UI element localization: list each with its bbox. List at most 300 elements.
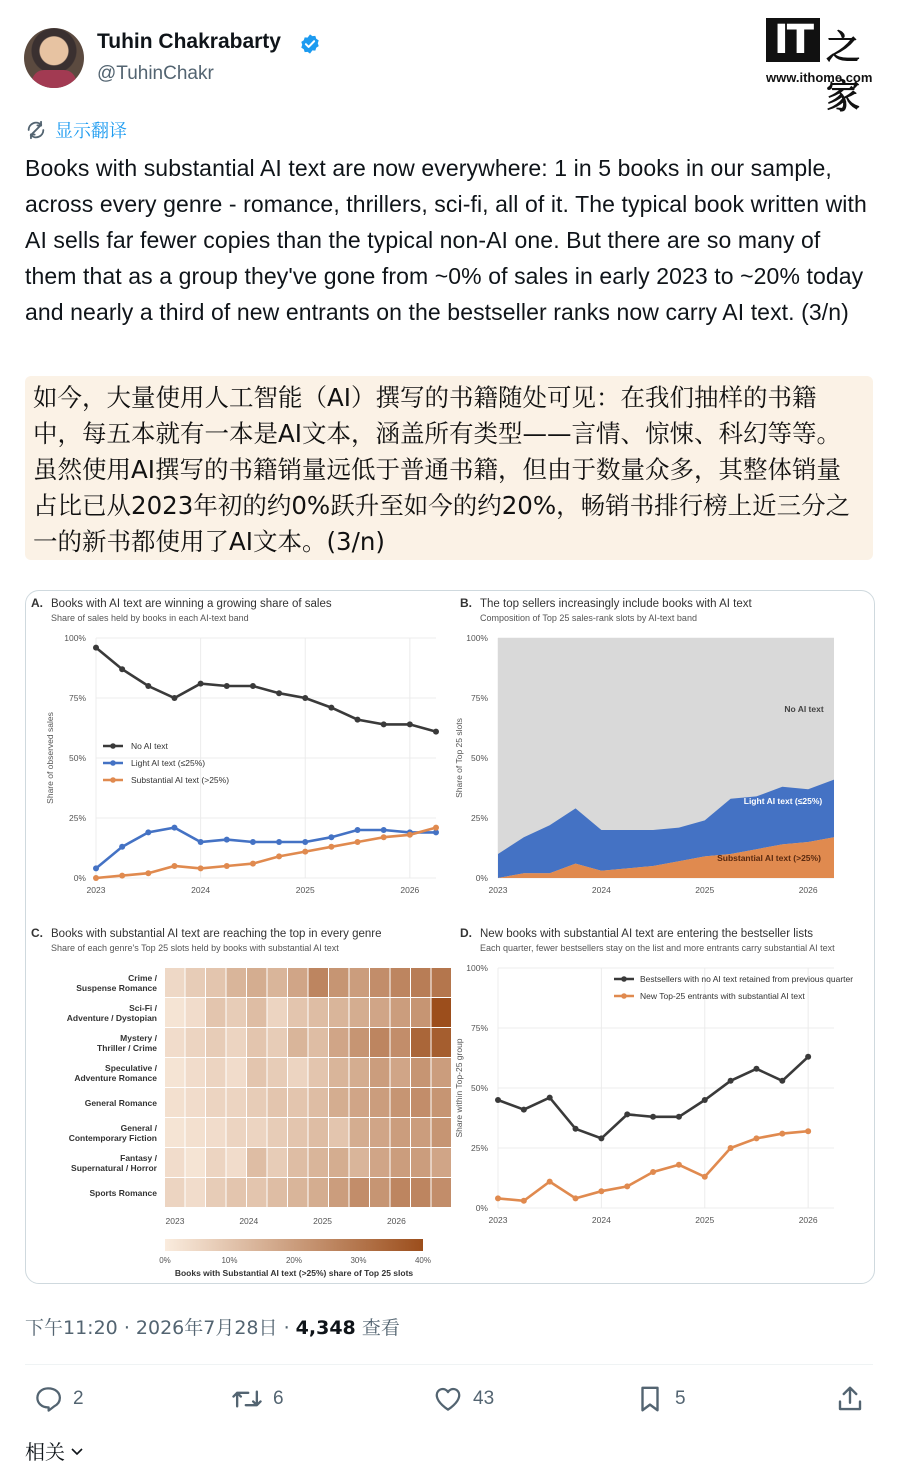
heatmap-cell (411, 1178, 431, 1207)
heatmap-cell (432, 1148, 452, 1177)
y-tick-label: 75% (68, 693, 86, 703)
heatmap-cell (370, 1178, 390, 1207)
data-point (198, 865, 204, 871)
heatmap-cell (186, 1118, 206, 1147)
x-tick-label: 2026 (798, 885, 818, 895)
y-tick-label: 75% (470, 1023, 488, 1033)
tweet-date[interactable]: 2026年7月28日 (135, 1317, 278, 1339)
meta-separator: · (123, 1317, 130, 1339)
legend-marker (621, 976, 627, 982)
heatmap-row-label: Sci-Fi / (129, 1003, 157, 1013)
data-point (198, 681, 204, 687)
data-point (728, 1078, 734, 1084)
data-point (495, 1097, 501, 1103)
data-point (381, 721, 387, 727)
heatmap-row-label: Suspense Romance (76, 983, 157, 993)
data-point (171, 863, 177, 869)
data-point (302, 695, 308, 701)
heatmap-cell (370, 1058, 390, 1087)
heatmap-cell (329, 1028, 349, 1057)
x-tick-label: 2023 (488, 1215, 508, 1225)
heatmap-cell (432, 1058, 452, 1087)
heatmap-cell (411, 1088, 431, 1117)
data-point (328, 834, 334, 840)
heatmap-cell (329, 1058, 349, 1087)
x-tick-label: 2024 (191, 885, 211, 895)
like-button[interactable] (433, 1384, 494, 1414)
colorbar (165, 1239, 423, 1251)
data-point (650, 1169, 656, 1175)
y-tick-label: 100% (64, 633, 86, 643)
heatmap-cell (165, 968, 185, 997)
legend-marker (110, 777, 116, 783)
heatmap-row-label: Mystery / (120, 1033, 157, 1043)
panel-title: New books with substantial AI text are entering the bestseller lists (480, 928, 814, 940)
y-tick-label: 75% (470, 693, 488, 703)
heatmap-cell (247, 1058, 267, 1087)
heatmap-cell (370, 1118, 390, 1147)
heatmap-cell (370, 1088, 390, 1117)
retweet-icon (231, 1384, 263, 1414)
data-point (355, 717, 361, 723)
area-label: Substantial AI text (>25%) (717, 853, 821, 863)
heatmap-cell (432, 1118, 452, 1147)
heatmap-cell (329, 1118, 349, 1147)
area-label: Light AI text (≤25%) (743, 796, 823, 806)
heatmap-cell (165, 1058, 185, 1087)
avatar-shirt (32, 70, 76, 88)
retweet-button[interactable] (231, 1384, 284, 1414)
heatmap-cell (309, 1178, 329, 1207)
heatmap-cell (206, 1148, 226, 1177)
divider (25, 1364, 873, 1365)
heatmap-row-label: Contemporary Fiction (68, 1133, 157, 1143)
x-tick-label: 2023 (488, 885, 508, 895)
legend-label: Substantial AI text (>25%) (131, 775, 230, 785)
heatmap-row-label: General Romance (84, 1098, 157, 1108)
x-tick-label: 2023 (86, 885, 106, 895)
retweet-count: 6 (273, 1388, 284, 1409)
heatmap-cell (432, 1178, 452, 1207)
ithome-logo: IT (766, 18, 820, 62)
data-point (224, 683, 230, 689)
data-point (573, 1195, 579, 1201)
panel-subtitle: Share of each genre's Top 25 slots held by books with substantial AI text (51, 943, 339, 953)
data-point (805, 1128, 811, 1134)
data-point (93, 865, 99, 871)
heatmap-cell (329, 998, 349, 1027)
heatmap-cell (165, 998, 185, 1027)
heatmap-cell (206, 1028, 226, 1057)
heatmap-cell (391, 1058, 411, 1087)
heatmap-cell (432, 968, 452, 997)
heatmap-cell (247, 1148, 267, 1177)
data-point (573, 1126, 579, 1132)
data-point (381, 827, 387, 833)
translation-text: 如今，大量使用人工智能（AI）撰写的书籍随处可见：在我们抽样的书籍中，每五本就有一本是AI文本，涵盖所有类型——言情、惊悚、科幻等等。虽然使用AI撰写的书籍销量远低于普通书籍，但由于数量众多，其整体销量占比已从2023年初的约0%跃升至如今的约20%，畅销书排行榜上近三分之一的新书都使用了AI文本。(3/n) (33, 383, 851, 556)
panel-letter: A. (31, 596, 43, 610)
data-point (302, 839, 308, 845)
y-tick-label: 50% (470, 753, 488, 763)
heatmap-cell (391, 1088, 411, 1117)
heatmap-cell (227, 968, 247, 997)
data-point (119, 873, 125, 879)
x-tick-label: 2026 (400, 885, 420, 895)
heatmap-row-label: Supernatural / Horror (71, 1163, 157, 1173)
heatmap-cell (268, 1118, 288, 1147)
data-point (119, 844, 125, 850)
y-tick-label: 100% (466, 963, 488, 973)
heatmap-cell (227, 1028, 247, 1057)
data-point (171, 825, 177, 831)
heatmap-cell (411, 1148, 431, 1177)
heatmap-cell (247, 1088, 267, 1117)
heatmap-cell (227, 1148, 247, 1177)
heatmap-cell (165, 1178, 185, 1207)
heatmap-cell (206, 1118, 226, 1147)
data-point (547, 1179, 553, 1185)
data-point (250, 683, 256, 689)
heatmap-cell (391, 1178, 411, 1207)
ithome-url: www.ithome.com (766, 70, 873, 85)
data-point (355, 839, 361, 845)
heatmap-cell (350, 1148, 370, 1177)
like-count: 43 (473, 1388, 495, 1409)
panel-title: Books with AI text are winning a growing share of sales (51, 598, 332, 610)
heatmap-cell (411, 968, 431, 997)
heatmap-cell (350, 1088, 370, 1117)
panel-letter: B. (460, 596, 472, 610)
chart-figure (26, 591, 874, 1283)
heatmap-cell (391, 968, 411, 997)
avatar[interactable] (24, 28, 84, 88)
data-point (521, 1107, 527, 1113)
data-point (433, 825, 439, 831)
heatmap-cell (288, 968, 308, 997)
x-tick-label: 2025 (295, 885, 315, 895)
y-tick-label: 0% (475, 1203, 488, 1213)
data-point (547, 1095, 553, 1101)
heatmap-cell (186, 1088, 206, 1117)
data-point (521, 1198, 527, 1204)
heatmap-cell (309, 1118, 329, 1147)
data-point (702, 1097, 708, 1103)
data-point (250, 839, 256, 845)
y-tick-label: 25% (470, 1143, 488, 1153)
heatmap-row-label: Thriller / Crime (97, 1043, 157, 1053)
data-point (676, 1162, 682, 1168)
series-line (96, 648, 436, 732)
panel-title: The top sellers increasingly include books with AI text (480, 598, 752, 610)
heatmap-cell (329, 1148, 349, 1177)
reply-icon (33, 1384, 63, 1414)
y-tick-label: 0% (73, 873, 86, 883)
ithome-logo-zh: 之家 (826, 28, 860, 117)
heatmap-cell (206, 1058, 226, 1087)
x-tick-label: 2025 (695, 885, 715, 895)
series-line (498, 1057, 808, 1139)
heatmap-cell (350, 1178, 370, 1207)
heatmap-cell (432, 998, 452, 1027)
bookmark-count: 5 (675, 1388, 686, 1409)
tweet-text: Books with substantial AI text are now everywhere: 1 in 5 books in our sample, across every genre - romance, thrillers, sci-fi, all of it. The typical book written with AI sells far fewer copies than the typical non-AI one. But there are so many of them that as a group they've gone from ~0% of sales in early 2023 to ~20% today and nearly a third of new entrants on the bestseller ranks now carry AI text. (3/n) (25, 155, 867, 325)
data-point (753, 1066, 759, 1072)
heatmap-row-label: Adventure Romance (74, 1073, 157, 1083)
data-point (224, 837, 230, 843)
bookmark-icon (635, 1384, 665, 1414)
show-translation-button[interactable] (25, 117, 127, 143)
data-point (753, 1135, 759, 1141)
data-point (119, 666, 125, 672)
data-point (779, 1131, 785, 1137)
heatmap-cell (165, 1028, 185, 1057)
heatmap-cell (268, 1088, 288, 1117)
related-label: 相关 (25, 1440, 65, 1464)
heatmap-cell (288, 1148, 308, 1177)
heatmap-cell (268, 968, 288, 997)
chevron-down-icon (69, 1443, 85, 1459)
heatmap-cell (309, 968, 329, 997)
heatmap-cell (370, 968, 390, 997)
panel-letter: C. (31, 926, 43, 940)
legend-marker (621, 993, 627, 999)
heatmap-cell (288, 1058, 308, 1087)
y-tick-label: 0% (475, 873, 488, 883)
heatmap-cell (391, 998, 411, 1027)
data-point (407, 721, 413, 727)
colorbar-label: Books with Substantial AI text (>25%) share of Top 25 slots (174, 1268, 414, 1278)
data-point (198, 839, 204, 845)
data-point (650, 1114, 656, 1120)
data-point (779, 1078, 785, 1084)
reply-button[interactable] (33, 1384, 84, 1414)
data-point (328, 705, 334, 711)
heatmap-row-label: Adventure / Dystopian (66, 1013, 157, 1023)
heatmap-cell (370, 998, 390, 1027)
heatmap-cell (350, 1028, 370, 1057)
heatmap-cell (288, 998, 308, 1027)
heatmap-cell (350, 1058, 370, 1087)
legend-marker (110, 760, 116, 766)
x-tick-label: 2023 (165, 1216, 185, 1226)
x-tick-label: 2025 (695, 1215, 715, 1225)
heatmap-row-label: Speculative / (105, 1063, 157, 1073)
tweet-image[interactable] (25, 590, 875, 1284)
data-point (145, 870, 151, 876)
heatmap-cell (329, 1088, 349, 1117)
heatmap-cell (186, 1148, 206, 1177)
heatmap-cell (206, 968, 226, 997)
share-button[interactable] (835, 1384, 865, 1414)
legend-label: New Top-25 entrants with substantial AI text (640, 991, 805, 1001)
ithome-watermark (766, 17, 886, 117)
y-tick-label: 25% (68, 813, 86, 823)
heatmap-cell (206, 1088, 226, 1117)
x-tick-label: 2024 (591, 885, 611, 895)
data-point (224, 863, 230, 869)
heatmap-cell (411, 1028, 431, 1057)
y-tick-label: 50% (470, 1083, 488, 1093)
heatmap-row-label: General / (120, 1123, 157, 1133)
heatmap-cell (350, 998, 370, 1027)
heatmap-cell (350, 968, 370, 997)
panel-subtitle: Composition of Top 25 sales-rank slots by AI-text band (480, 613, 697, 623)
translate-icon (25, 119, 47, 141)
legend-marker (110, 743, 116, 749)
heatmap-cell (247, 1118, 267, 1147)
heatmap-cell (309, 998, 329, 1027)
heatmap-cell (288, 1028, 308, 1057)
heatmap-cell (186, 1058, 206, 1087)
data-point (702, 1174, 708, 1180)
heatmap-cell (268, 998, 288, 1027)
heatmap-cell (329, 968, 349, 997)
x-tick-label: 2024 (239, 1216, 259, 1226)
heatmap-cell (391, 1118, 411, 1147)
heatmap-cell (227, 1178, 247, 1207)
heatmap-cell (309, 1148, 329, 1177)
x-tick-label: 2024 (591, 1215, 611, 1225)
y-axis-label: Share within Top-25 group (454, 1038, 464, 1138)
author-handle[interactable]: @TuhinChakr (97, 63, 214, 84)
view-count: 4,348 (295, 1317, 356, 1339)
heatmap-cell (186, 998, 206, 1027)
panel-letter: D. (460, 926, 472, 940)
bookmark-button[interactable] (635, 1384, 686, 1414)
data-point (302, 849, 308, 855)
panel-subtitle: Share of sales held by books in each AI-text band (51, 613, 249, 623)
heatmap-cell (432, 1088, 452, 1117)
data-point (328, 844, 334, 850)
show-translation-label: 显示翻译 (55, 121, 127, 141)
heatmap-cell (370, 1148, 390, 1177)
data-point (805, 1054, 811, 1060)
heart-icon (433, 1384, 463, 1414)
data-point (355, 827, 361, 833)
data-point (145, 683, 151, 689)
data-point (93, 645, 99, 651)
series-line (498, 1131, 808, 1201)
data-point (598, 1188, 604, 1194)
panel-title: Books with substantial AI text are reaching the top in every genre (51, 928, 382, 940)
heatmap-cell (165, 1088, 185, 1117)
heatmap-cell (268, 1148, 288, 1177)
x-tick-label: 2026 (386, 1216, 406, 1226)
heatmap-cell (227, 1058, 247, 1087)
data-point (495, 1195, 501, 1201)
heatmap-cell (309, 1028, 329, 1057)
legend-label: No AI text (131, 741, 168, 751)
heatmap-cell (247, 1028, 267, 1057)
heatmap-cell (165, 1118, 185, 1147)
heatmap-cell (206, 1178, 226, 1207)
tweet-time[interactable]: 下午11:20 (25, 1317, 118, 1339)
heatmap-cell (329, 1178, 349, 1207)
verified-badge-icon (299, 33, 321, 55)
heatmap-cell (268, 1058, 288, 1087)
data-point (250, 861, 256, 867)
data-point (276, 690, 282, 696)
x-tick-label: 2026 (798, 1215, 818, 1225)
data-point (93, 875, 99, 881)
heatmap-cell (247, 968, 267, 997)
data-point (276, 853, 282, 859)
heatmap-row-label: Crime / (128, 973, 157, 983)
data-point (276, 839, 282, 845)
heatmap-cell (288, 1088, 308, 1117)
meta-separator: · (283, 1317, 290, 1339)
y-axis-label: Share of observed sales (45, 712, 55, 804)
data-point (624, 1111, 630, 1117)
heatmap-cell (370, 1028, 390, 1057)
view-label: 查看 (361, 1317, 400, 1339)
reply-count: 2 (73, 1388, 84, 1409)
colorbar-tick-label: 40% (414, 1256, 432, 1265)
heatmap-row-label: Sports Romance (89, 1188, 157, 1198)
heatmap-cell (268, 1178, 288, 1207)
heatmap-cell (227, 1118, 247, 1147)
heatmap-cell (391, 1028, 411, 1057)
colorbar-tick-label: 10% (221, 1256, 238, 1265)
data-point (171, 695, 177, 701)
heatmap-cell (432, 1028, 452, 1057)
heatmap-cell (411, 998, 431, 1027)
colorbar-tick-label: 0% (159, 1256, 171, 1265)
heatmap-cell (309, 1088, 329, 1117)
heatmap-cell (165, 1148, 185, 1177)
heatmap-cell (206, 998, 226, 1027)
panel-subtitle: Each quarter, fewer bestsellers stay on the list and more entrants carry substantial AI text (480, 943, 835, 953)
data-point (381, 834, 387, 840)
heatmap-cell (411, 1118, 431, 1147)
data-point (433, 729, 439, 735)
legend-label: Bestsellers with no AI text retained from previous quarter (640, 974, 854, 984)
heatmap-cell (309, 1058, 329, 1087)
heatmap-cell (186, 968, 206, 997)
heatmap-cell (247, 998, 267, 1027)
related-toggle[interactable] (25, 1436, 85, 1465)
heatmap-cell (268, 1028, 288, 1057)
heatmap-cell (288, 1178, 308, 1207)
y-tick-label: 50% (68, 753, 86, 763)
heatmap-cell (227, 1088, 247, 1117)
heatmap-cell (186, 1028, 206, 1057)
heatmap-cell (350, 1118, 370, 1147)
heatmap-cell (227, 998, 247, 1027)
y-tick-label: 25% (470, 813, 488, 823)
data-point (676, 1114, 682, 1120)
data-point (598, 1135, 604, 1141)
heatmap-cell (247, 1178, 267, 1207)
heatmap-cell (186, 1178, 206, 1207)
legend-label: Light AI text (≤25%) (131, 758, 206, 768)
action-bar (25, 1380, 873, 1424)
area-label: No AI text (784, 704, 824, 714)
y-tick-label: 100% (466, 633, 488, 643)
heatmap-cell (391, 1148, 411, 1177)
data-point (407, 832, 413, 838)
data-point (624, 1183, 630, 1189)
heatmap-cell (411, 1058, 431, 1087)
tweet-meta (25, 1313, 400, 1340)
data-point (728, 1145, 734, 1151)
data-point (145, 829, 151, 835)
x-tick-label: 2025 (313, 1216, 333, 1226)
y-axis-label: Share of Top 25 slots (454, 718, 464, 798)
author-name[interactable]: Tuhin Chakrabarty (97, 30, 281, 53)
colorbar-tick-label: 20% (285, 1256, 303, 1265)
heatmap-cell (288, 1118, 308, 1147)
